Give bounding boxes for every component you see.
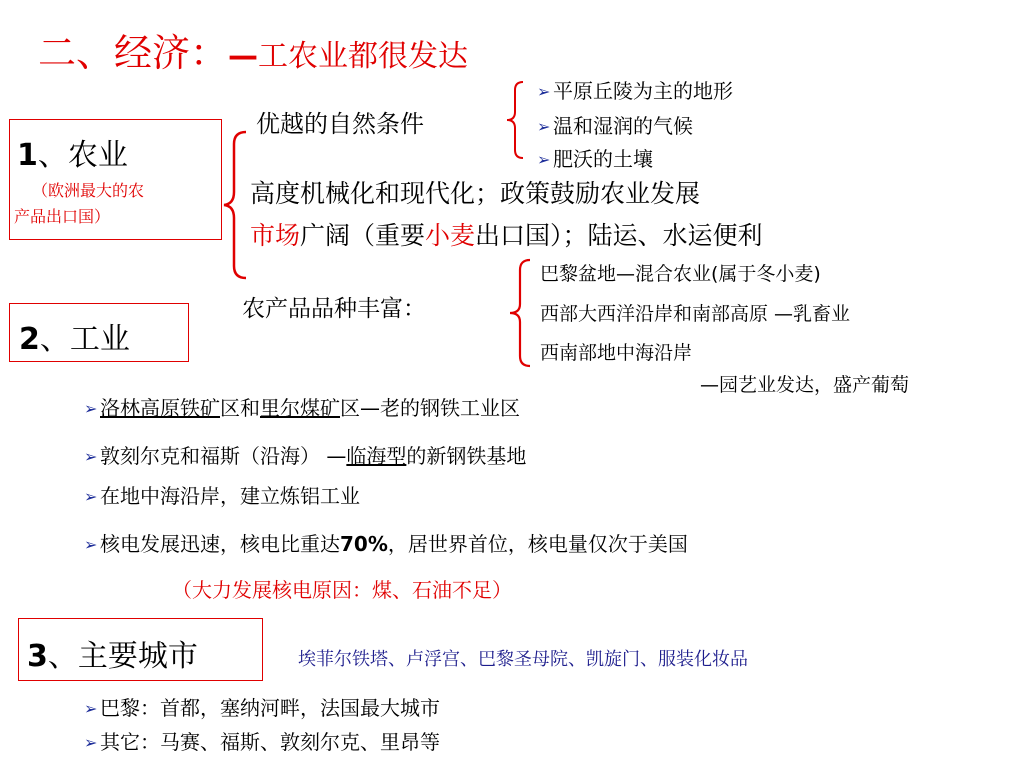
curly-brace-icon xyxy=(222,130,248,280)
arrow-right-icon: ➢ xyxy=(537,117,551,136)
arrow-right-icon: ➢ xyxy=(84,535,98,554)
title-dash: — xyxy=(228,39,259,74)
agriculture-heading-number: 1 xyxy=(17,138,38,173)
cities-heading-text: 、主要城市 xyxy=(47,639,198,674)
arrow-right-icon: ➢ xyxy=(84,447,98,466)
nuclear-text-2: ，居世界首位，核电量仅次于美国 xyxy=(387,532,688,556)
nuclear-reason: （大力发展核电原因：煤、石油不足） xyxy=(172,578,512,602)
variety-label: 农产品品种丰富： xyxy=(242,296,426,322)
new-steel-base-text: 的新钢铁基地 xyxy=(406,444,527,468)
lille-region-text: 区 xyxy=(340,396,360,420)
coastal-type-text: 临海型 xyxy=(346,444,407,468)
industry-item-lorraine xyxy=(84,392,520,421)
natural-item-climate-text: 温和湿润的气候 xyxy=(553,114,693,138)
natural-item-terrain xyxy=(537,75,733,104)
city-item-others-text: 其它：马赛、福斯、敦刻尔克、里昂等 xyxy=(100,730,440,754)
industry-heading-number: 2 xyxy=(19,322,40,357)
industry-heading xyxy=(19,314,130,358)
agriculture-note-line-1: （欧洲最大的农 xyxy=(32,181,145,200)
arrow-right-icon: ➢ xyxy=(84,733,98,752)
natural-conditions-label: 优越的自然条件 xyxy=(256,110,424,138)
dunkirk-dash-text: — xyxy=(320,444,347,468)
cities-heading-number: 3 xyxy=(27,639,48,674)
market-line xyxy=(250,216,763,252)
natural-item-terrain-text: 平原丘陵为主的地形 xyxy=(553,79,733,103)
old-steel-text: —老的钢铁工业区 xyxy=(360,396,520,420)
wheat-keyword: 小麦 xyxy=(425,221,476,250)
city-item-paris-text: 巴黎：首都，塞纳河畔，法国最大城市 xyxy=(100,696,440,720)
arrow-right-icon: ➢ xyxy=(84,399,98,418)
lorraine-iron-text: 洛林高原铁矿 xyxy=(100,396,220,420)
agriculture-heading-box xyxy=(9,119,222,240)
industry-heading-box xyxy=(9,303,189,362)
lorraine-connector-text: 区和 xyxy=(220,396,260,420)
variety-item-atlantic: 西部大西洋沿岸和南部高原 —乳畜业 xyxy=(540,303,851,325)
title-rest: 工农业都很发达 xyxy=(258,39,469,74)
dunkirk-fos-text: 敦刻尔克和福斯（沿海） xyxy=(100,444,320,468)
arrow-right-icon: ➢ xyxy=(537,150,551,169)
arrow-right-icon: ➢ xyxy=(84,487,98,506)
industry-item-dunkirk xyxy=(84,440,526,469)
variety-item-paris-basin: 巴黎盆地—混合农业(属于冬小麦) xyxy=(540,263,821,285)
natural-item-soil xyxy=(537,143,653,172)
agriculture-heading xyxy=(17,130,128,174)
mechanization-line: 高度机械化和现代化；政策鼓励农业发展 xyxy=(250,179,701,208)
variety-item-mediterranean: 西南部地中海沿岸 xyxy=(540,342,693,364)
industry-item-nuclear xyxy=(84,528,688,557)
paris-landmarks: 埃菲尔铁塔、卢浮宫、巴黎圣母院、凯旋门、服装化妆品 xyxy=(298,649,748,670)
market-keyword: 市场 xyxy=(250,221,301,250)
industry-item-aluminium xyxy=(84,480,360,509)
lille-coal-text: 里尔煤矿 xyxy=(260,396,340,420)
arrow-right-icon: ➢ xyxy=(84,699,98,718)
industry-heading-text: 、工业 xyxy=(39,322,130,357)
horticulture-line: —园艺业发达，盛产葡萄 xyxy=(700,374,910,396)
market-text-2: 出口国）；陆运、水运便利 xyxy=(475,221,763,250)
aluminium-text: 在地中海沿岸，建立炼铝工业 xyxy=(100,484,360,508)
market-text-1: 广阔（重要 xyxy=(300,221,426,250)
natural-item-climate xyxy=(537,110,693,139)
title-prefix: 二、经济： xyxy=(38,31,229,75)
nuclear-text-1: 核电发展迅速，核电比重达 xyxy=(100,532,340,556)
curly-brace-icon xyxy=(505,80,525,160)
curly-brace-icon xyxy=(508,258,532,368)
page-title xyxy=(38,22,468,77)
cities-heading xyxy=(27,631,198,675)
agriculture-heading-text: 、农业 xyxy=(37,138,128,173)
cities-heading-box xyxy=(18,618,263,681)
natural-item-soil-text: 肥沃的土壤 xyxy=(553,147,653,171)
city-item-others xyxy=(84,726,440,755)
arrow-right-icon: ➢ xyxy=(537,82,551,101)
nuclear-percent: 70% xyxy=(340,532,388,556)
agriculture-note-line-2: 产品出口国） xyxy=(14,207,111,226)
city-item-paris xyxy=(84,692,440,721)
